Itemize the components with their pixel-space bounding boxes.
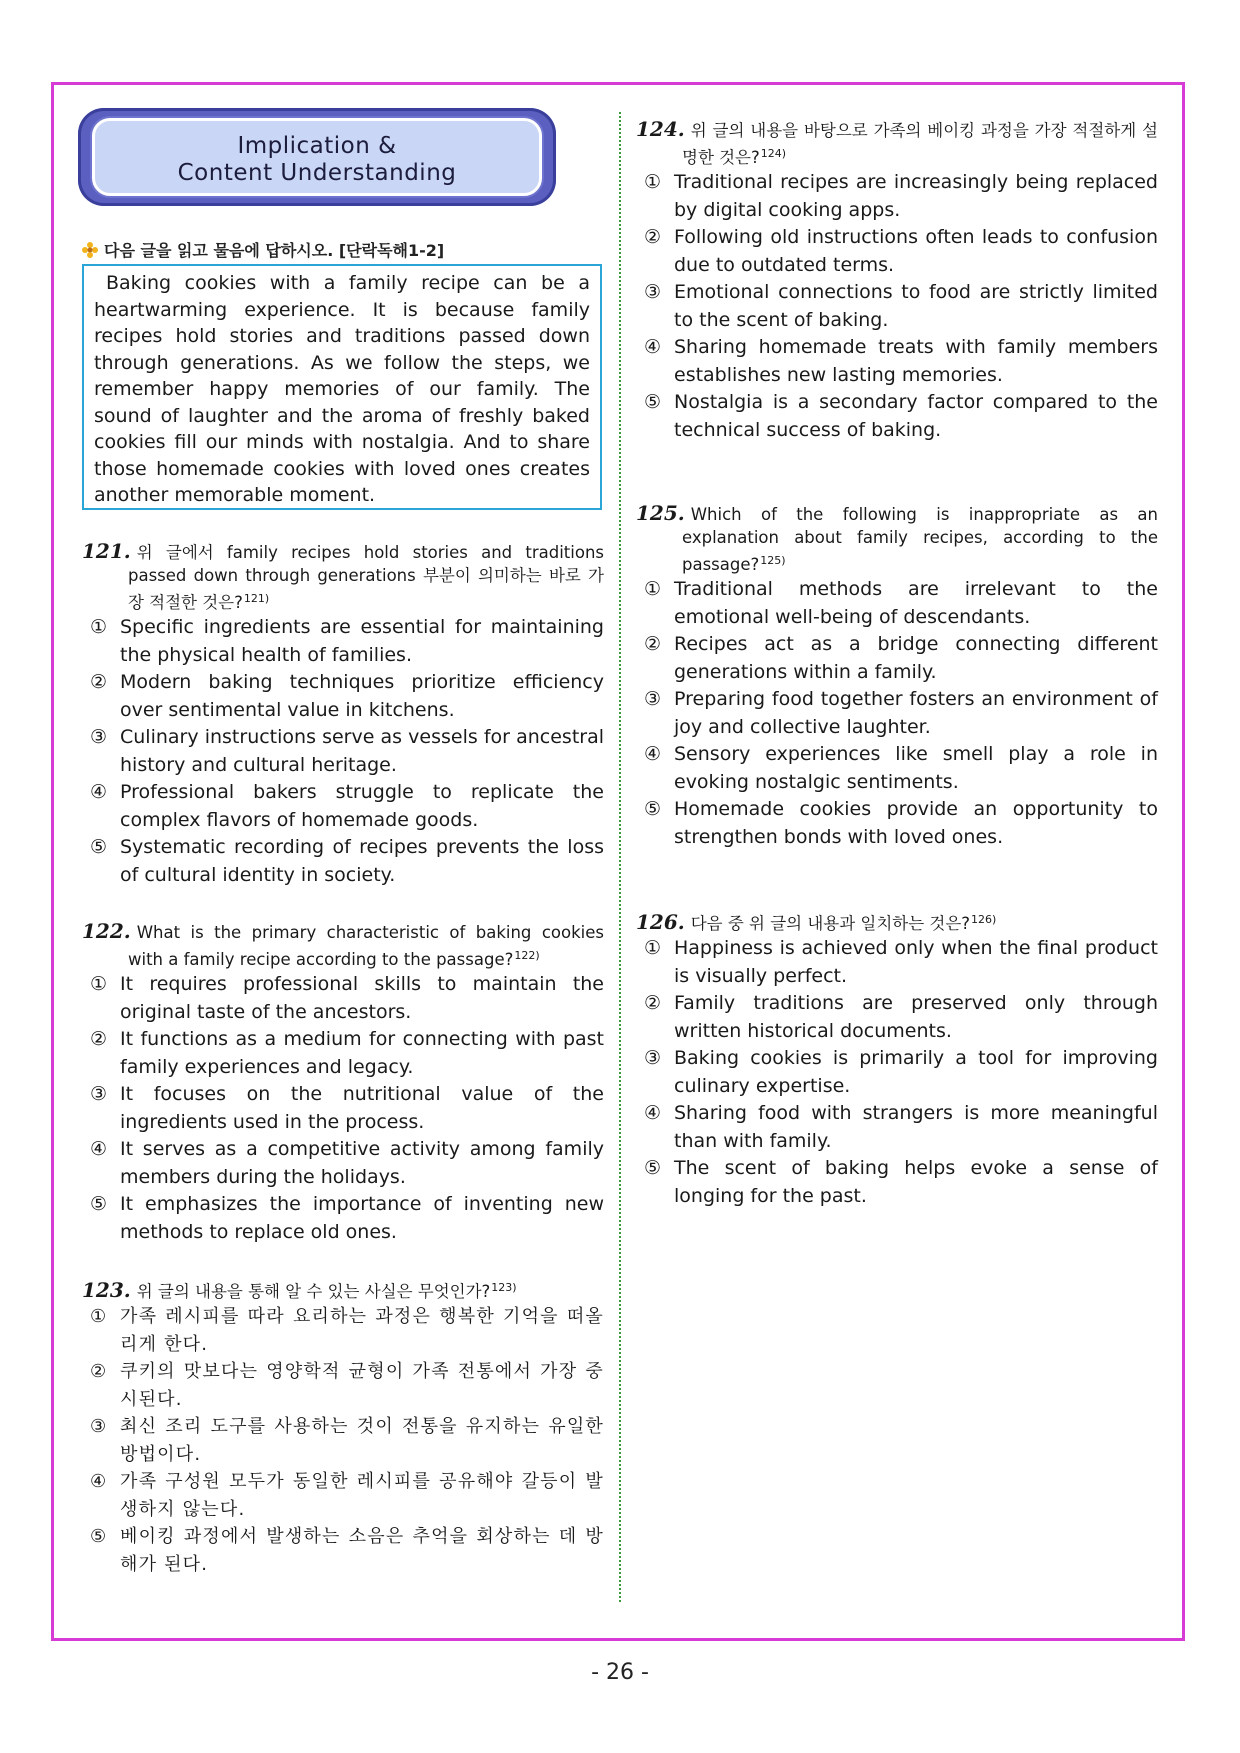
option[interactable]: ③ Culinary instructions serve as vessels for ancestral history and cultural heritage. [90, 726, 604, 776]
option[interactable]: ① Specific ingredients are essential for maintaining the physical health of families. [90, 616, 604, 666]
option[interactable]: ② It functions as a medium for connecting with past family experiences and legacy. [90, 1028, 604, 1078]
option[interactable]: ⑤ Nostalgia is a secondary factor compared to the technical success of baking. [644, 391, 1158, 441]
question-number: 125. [636, 501, 685, 525]
page-number: - 26 - [591, 1660, 649, 1685]
option[interactable]: ① Traditional methods are irrelevant to the emotional well-being of descendants. [644, 578, 1158, 628]
option[interactable]: ② Recipes act as a bridge connecting different generations within a family. [644, 633, 1158, 683]
option[interactable]: ⑤ 베이킹 과정에서 발생하는 소음은 추억을 회상하는 데 방해가 된다. [90, 1526, 604, 1575]
question-number: 121. [82, 539, 131, 563]
option[interactable]: ④ Sensory experiences like smell play a role in evoking nostalgic sentiments. [644, 743, 1158, 793]
reading-passage: Baking cookies with a family recipe can be a heartwarming experience. It is because family recipes hold stories and traditions passed down through generations. As we follow the steps, we remember happy memories of our family. The sound of laughter and the aroma of freshly baked cookies fill our minds with nostalgia. And to share those homemade cookies with loved ones creates another memorable moment. [82, 264, 602, 510]
option[interactable]: ④ Professional bakers struggle to replicate the complex flavors of homemade goods. [90, 781, 604, 831]
option[interactable]: ⑤ Systematic recording of recipes prevents the loss of cultural identity in society. [90, 836, 604, 886]
option[interactable]: ③ 최신 조리 도구를 사용하는 것이 전통을 유지하는 유일한 방법이다. [90, 1416, 604, 1465]
question-text: 위 글에서 family recipes hold stories and traditions passed down through generations 부분이 의미하는 바로 가장 적절한 것은? [128, 543, 604, 612]
option[interactable]: ⑤ Homemade cookies provide an opportunity to strengthen bonds with loved ones. [644, 798, 1158, 848]
column-divider [619, 112, 621, 1602]
question-123 [82, 1276, 604, 1578]
question-number: 126. [636, 910, 685, 934]
question-122 [82, 920, 604, 1246]
section-banner [78, 108, 556, 206]
question-number: 123. [82, 1278, 131, 1302]
option[interactable]: ② Following old instructions often leads to confusion due to outdated terms. [644, 226, 1158, 276]
option[interactable]: ③ It focuses on the nutritional value of the ingredients used in the process. [90, 1083, 604, 1133]
flower-icon [82, 242, 98, 258]
option[interactable]: ③ Emotional connections to food are strictly limited to the scent of baking. [644, 281, 1158, 331]
option[interactable]: ① 가족 레시피를 따라 요리하는 과정은 행복한 기억을 떠올리게 한다. [90, 1306, 604, 1355]
question-number: 124. [636, 117, 685, 141]
option[interactable]: ① It requires professional skills to maintain the original taste of the ancestors. [90, 973, 604, 1023]
option[interactable]: ④ Sharing food with strangers is more meaningful than with family. [644, 1102, 1158, 1152]
question-number: 122. [82, 919, 131, 943]
footnote-ref: 122) [514, 949, 540, 962]
option[interactable]: ⑤ The scent of baking helps evoke a sense of longing for the past. [644, 1157, 1158, 1207]
option[interactable]: ② Modern baking techniques prioritize efficiency over sentimental value in kitchens. [90, 671, 604, 721]
instruction-text: 다음 글을 읽고 물음에 답하시오. [단락독해1-2] [104, 241, 445, 260]
footnote-ref: 126) [971, 913, 997, 926]
question-text: Which of the following is inappropriate as an explanation about family recipes, according to the passage? [682, 505, 1158, 574]
question-124 [636, 118, 1158, 444]
instruction [82, 238, 444, 261]
option[interactable]: ④ 가족 구성원 모두가 동일한 레시피를 공유해야 갈등이 발생하지 않는다. [90, 1471, 604, 1520]
question-text: What is the primary characteristic of baking cookies with a family recipe according to the passage? [128, 923, 604, 969]
option[interactable]: ③ Baking cookies is primarily a tool for improving culinary expertise. [644, 1047, 1158, 1097]
footnote-ref: 124) [760, 147, 787, 160]
question-126 [636, 908, 1158, 1210]
footnote-ref: 123) [491, 1281, 517, 1294]
footnote-ref: 121) [243, 592, 270, 605]
question-text: 위 글의 내용을 통해 알 수 있는 사실은 무엇인가? [136, 1282, 491, 1301]
option[interactable]: ③ Preparing food together fosters an environment of joy and collective laughter. [644, 688, 1158, 738]
option[interactable]: ④ Sharing homemade treats with family members establishes new lasting memories. [644, 336, 1158, 386]
option[interactable]: ② 쿠키의 맛보다는 영양학적 균형이 가족 전통에서 가장 중시된다. [90, 1361, 604, 1410]
option[interactable]: ② Family traditions are preserved only through written historical documents. [644, 992, 1158, 1042]
section-title: Implication & Content Understanding [177, 133, 457, 186]
option[interactable]: ① Traditional recipes are increasingly being replaced by digital cooking apps. [644, 171, 1158, 221]
option[interactable]: ④ It serves as a competitive activity among family members during the holidays. [90, 1138, 604, 1188]
option[interactable]: ① Happiness is achieved only when the final product is visually perfect. [644, 937, 1158, 987]
option[interactable]: ⑤ It emphasizes the importance of inventing new methods to replace old ones. [90, 1193, 604, 1243]
question-125 [636, 502, 1158, 851]
question-text: 위 글의 내용을 바탕으로 가족의 베이킹 과정을 가장 적절하게 설명한 것은? [682, 121, 1158, 167]
question-121 [82, 540, 604, 889]
question-text: 다음 중 위 글의 내용과 일치하는 것은? [690, 914, 971, 933]
footnote-ref: 125) [760, 554, 786, 567]
